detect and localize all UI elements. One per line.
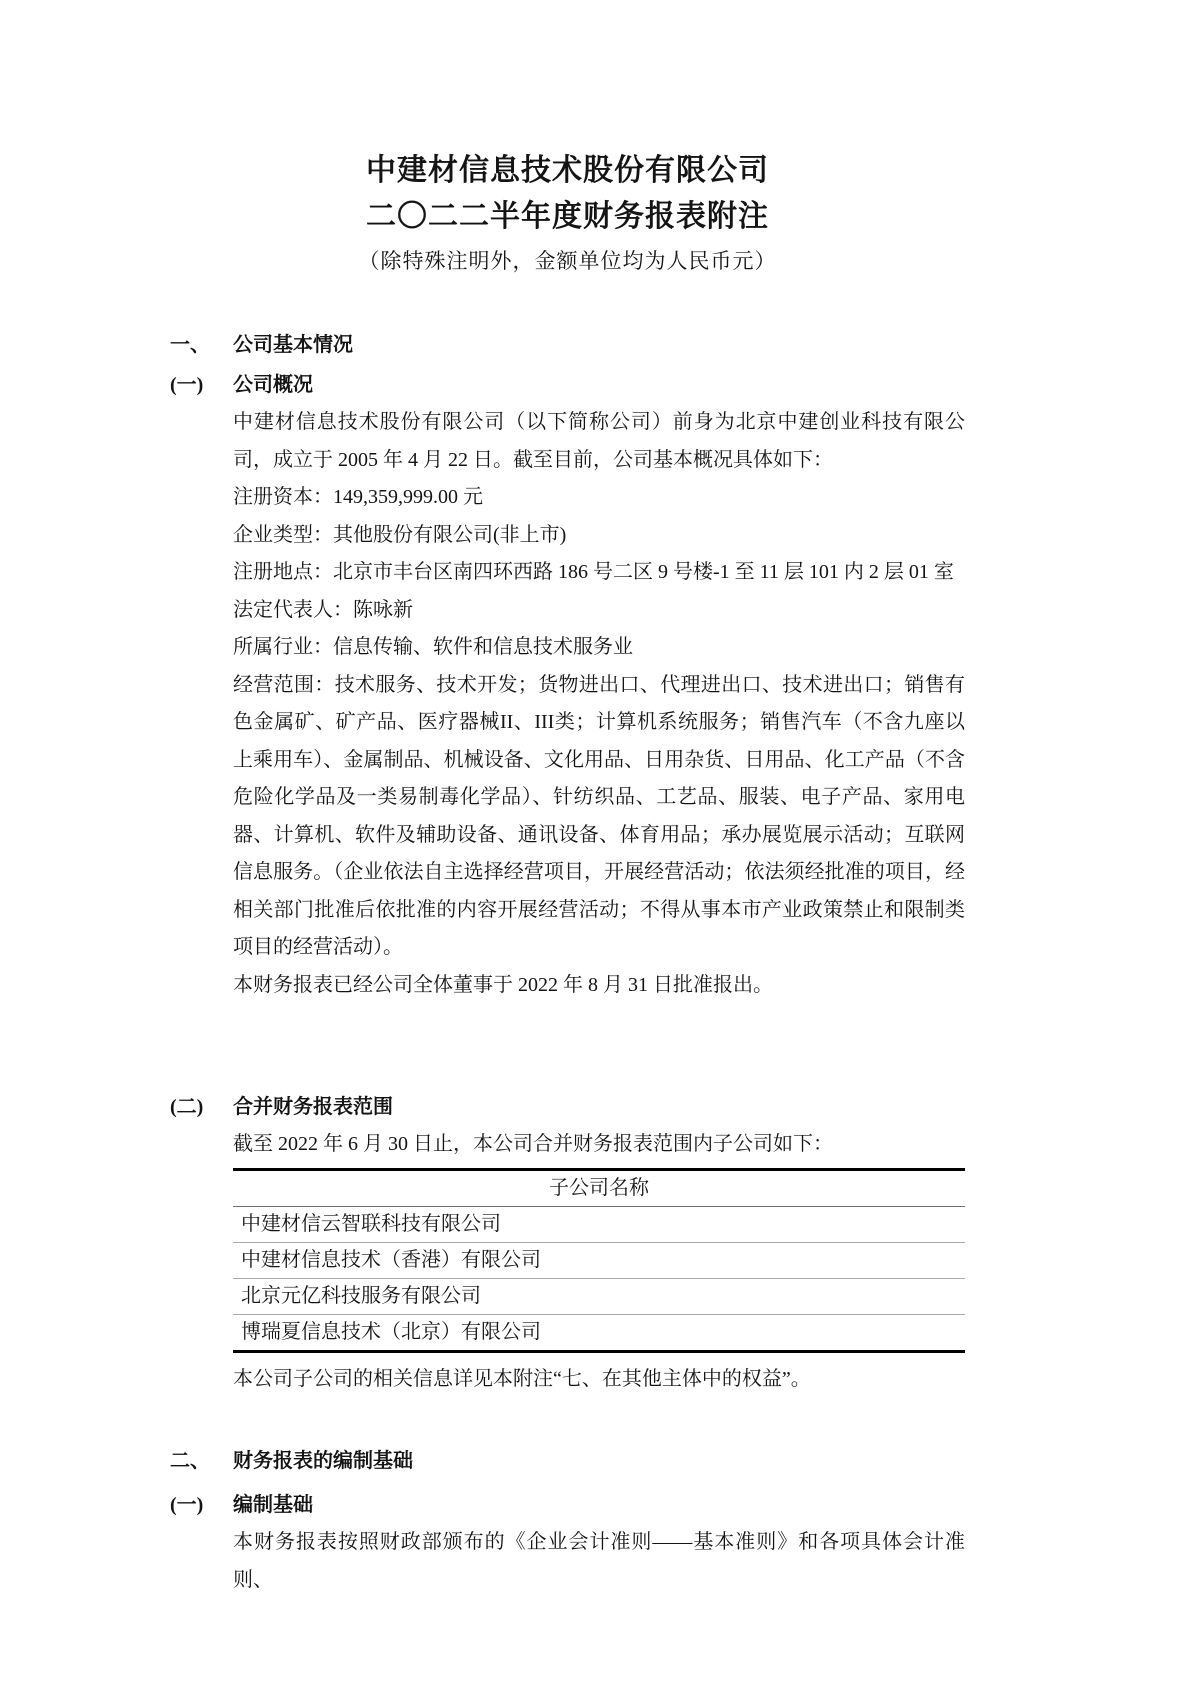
section-title: 财务报表的编制基础	[233, 1450, 413, 1472]
doc-title-line1: 中建材信息技术股份有限公司	[366, 154, 769, 187]
section-heading-company-basic	[170, 326, 965, 364]
section-heading-preparation-basis	[170, 1442, 965, 1480]
paragraph: 注册地点：北京市丰台区南四环西路 186 号二区 9 号楼-1 至 11 层 101 内 2 层 01 室	[233, 561, 954, 583]
subsection-heading-company-overview	[170, 366, 965, 404]
doc-title-line2: 二〇二二半年度财务报表附注	[366, 200, 769, 233]
subsection-heading-consolidation-scope	[170, 1088, 965, 1126]
subsection-number: (一)	[170, 1494, 204, 1516]
table-row: 北京元亿科技服务有限公司	[233, 1279, 965, 1315]
table-row: 博瑞夏信息技术（北京）有限公司	[241, 1320, 541, 1343]
paragraph: 注册资本：149,359,999.00 元	[233, 486, 483, 508]
section-title: 公司基本情况	[233, 334, 353, 356]
paragraph: 经营范围：技术服务、技术开发；货物进出口、代理进出口、技术进出口；销售有色金属矿、矿产品、医疗器械II、III类；计算机系统服务；销售汽车（不含九座以上乘用车）、金属制品、机械设备、文化用品、日用杂货、日用品、化工产品（不含危险化学品及一类易制毒化学品）、针纺织品、工艺品、服装、电子产品、家用电器、计算机、软件及辅助设备、通讯设备、体育用品；承办展览展示活动；互联网信息服务。（企业依法自主选择经营项目，开展经营活动；依法须经批准的项目，经相关部门批准后依批准的内容开展经营活动；不得从事本市产业政策禁止和限制类项目的经营活动）。	[233, 673, 965, 958]
paragraph: 本财务报表按照财政部颁布的《企业会计准则——基本准则》和各项具体会计准则、	[233, 1531, 965, 1591]
subsection-number: (一)	[170, 374, 204, 396]
subsection-heading-basis	[170, 1486, 965, 1524]
paragraph: 法定代表人：陈咏新	[233, 598, 413, 621]
paragraph: 企业类型：其他股份有限公司(非上市)	[233, 523, 567, 546]
doc-subtitle: （除特殊注明外，金额单位均为人民币元）	[358, 249, 777, 273]
table-row: 中建材信息技术（香港）有限公司	[233, 1243, 965, 1279]
paragraph: 本财务报表已经公司全体董事于 2022 年 8 月 31 日批准报出。	[233, 973, 773, 996]
table-row: 中建材信云智联科技有限公司	[233, 1207, 965, 1243]
table-header-subsidiary-name: 子公司名称	[233, 1171, 965, 1207]
consolidation-scope-note: 本公司子公司的相关信息详见本附注“七、在其他主体中的权益”。	[233, 1367, 811, 1390]
paragraph: 中建材信息技术股份有限公司（以下简称公司）前身为北京中建创业科技有限公司，成立于 2005 年 4 月 22 日。截至目前，公司基本概况具体如下：	[233, 411, 965, 471]
subsidiaries-table	[233, 1168, 965, 1353]
section-number: 一、	[170, 334, 210, 356]
company-overview-body	[233, 404, 965, 1004]
basis-body	[233, 1524, 965, 1599]
subsection-title: 公司概况	[233, 374, 313, 396]
paragraph: 所属行业：信息传输、软件和信息技术服务业	[233, 636, 633, 658]
section-number: 二、	[170, 1450, 210, 1472]
table-body	[233, 1207, 965, 1350]
subsection-title: 编制基础	[233, 1494, 313, 1516]
subsection-title: 合并财务报表范围	[233, 1096, 393, 1118]
consolidation-scope-intro: 截至 2022 年 6 月 30 日止，本公司合并财务报表范围内子公司如下：	[233, 1133, 833, 1155]
subsection-number: (二)	[170, 1096, 204, 1118]
